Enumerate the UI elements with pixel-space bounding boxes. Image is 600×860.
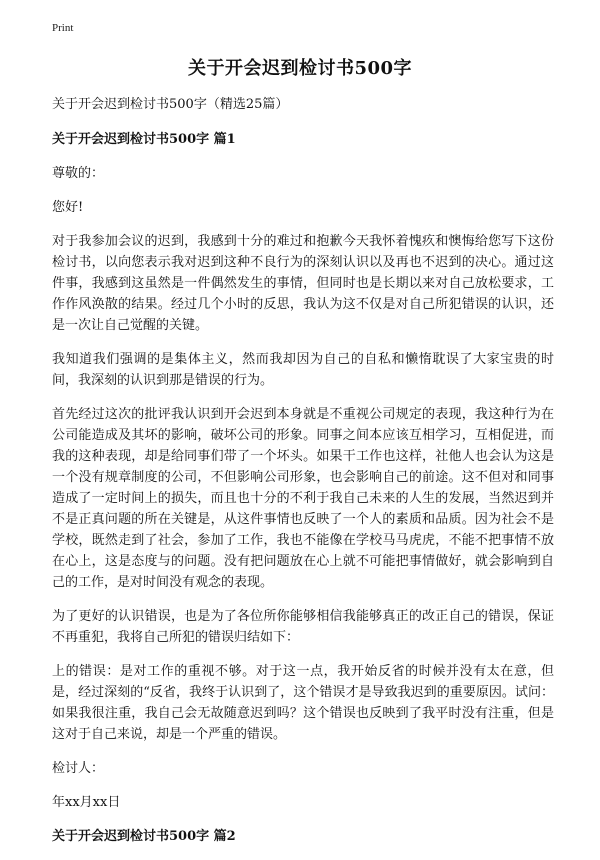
- document-subtitle: 关于开会迟到检讨书500字（精选25篇）: [52, 97, 289, 112]
- body-paragraph: 上的错误：是对工作的重视不够。对于这一点，我开始反省的时候并没有太在意，但是，经过深刻的“反省，我终于认识到了，这个错误才是导致我迟到的重要原因。试问：如果我很注重，我自己会无故随意迟到吗？这个错误也反映到了我平时没有注重，但是这对于自己来说，却是一个严重的错误。: [52, 664, 554, 742]
- date-line: 年xx月xx日: [52, 795, 121, 810]
- document-title: 关于开会迟到检讨书500字: [187, 58, 413, 79]
- section-heading-1: 关于开会迟到检讨书500字 篇1: [52, 132, 236, 147]
- greeting: 您好!: [52, 200, 84, 215]
- print-link[interactable]: Print: [52, 22, 74, 34]
- section-heading-2: 关于开会迟到检讨书500字 篇2: [52, 829, 236, 844]
- body-paragraph: 对于我参加会议的迟到，我感到十分的难过和抱歉今天我怀着愧疚和懊悔给您写下这份检讨书，以向您表示我对迟到这种不良行为的深刻认识以及再也不迟到的决心。通过这件事，我感到这虽然是一件偶然发生的事情，但同时也是长期以来对自己放松要求，工作作风涣散的结果。经过几个小时的反思，我认为这不仅是对自己所犯错误的认识，还是一次让自己觉醒的关键。: [52, 234, 554, 333]
- body-paragraph: 首先经过这次的批评我认识到开会迟到本身就是不重视公司规定的表现，我这种行为在公司能造成及其坏的影响，破坏公司的形象。同事之间本应该互相学习，互相促进，而我的这种表现，却是给同事们带了一个坏头。如果干工作也这样，社他人也会认为这是一个没有规章制度的公司，不但影响公司形象，也会影响自己的前途。这不但对和同事造成了一定时间上的损失，而且也十分的不利于我自己未来的人生的发展，当然迟到并不是正真问题的所在关键是，从这件事情也反映了一个人的素质和品质。因为社会不是学校，既然走到了社会，参加了工作，我也不能像在学校马马虎虎，不能不把事情不放在心上，这是态度与的问题。没有把问题放在心上就不可能把事情做好，就会影响到自己的工作，是对时间没有观念的表现。: [52, 407, 554, 590]
- signature-label: 检讨人：: [52, 761, 105, 776]
- salutation: 尊敬的：: [52, 166, 105, 181]
- body-paragraph: 我知道我们强调的是集体主义，然而我却因为自己的自私和懒惰耽误了大家宝贵的时间，我深刻的认识到那是错误的行为。: [52, 352, 554, 388]
- document-body: [52, 94, 554, 860]
- body-paragraph: 为了更好的认识错误，也是为了各位所你能够相信我能够真正的改正自己的错误，保证不再重犯，我将自己所犯的错误归结如下：: [52, 609, 554, 645]
